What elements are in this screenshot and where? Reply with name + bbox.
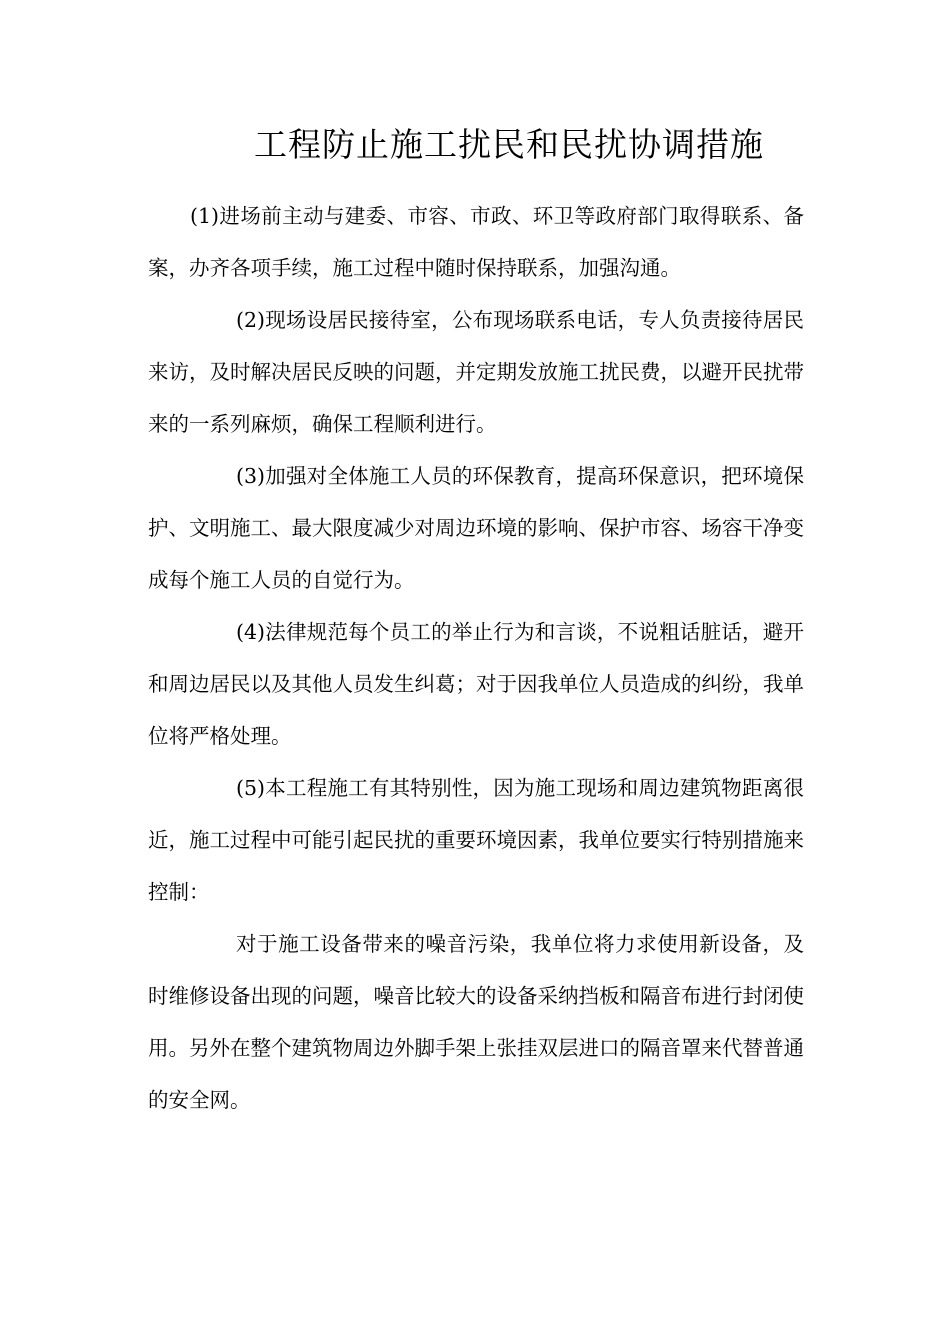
paragraph-1: (1)进场前主动与建委、市容、市政、环卫等政府部门取得联系、备案，办齐各项手续，施工过程中随时保持联系，加强沟通。: [148, 204, 804, 280]
paragraph-2: (2)现场设居民接待室，公布现场联系电话，专人负责接待居民来访，及时解决居民反映的问题，并定期发放施工扰民费，以避开民扰带来的一系列麻烦，确保工程顺利进行。: [148, 308, 804, 436]
paragraph-3: (3)加强对全体施工人员的环保教育，提高环保意识，把环境保护、文明施工、最大限度减少对周边环境的影响、保护市容、场容干净变成每个施工人员的自觉行为。: [148, 464, 804, 592]
paragraph-5: (5)本工程施工有其特别性，因为施工现场和周边建筑物距离很近，施工过程中可能引起民扰的重要环境因素，我单位要实行特别措施来控制：: [148, 776, 804, 904]
document-body: [148, 190, 804, 1126]
document-title: 工程防止施工扰民和民扰协调措施: [254, 125, 764, 164]
paragraph-4: (4)法律规范每个员工的举止行为和言谈，不说粗话脏话，避开和周边居民以及其他人员发生纠葛；对于因我单位人员造成的纠纷，我单位将严格处理。: [148, 620, 804, 748]
paragraph-6: 对于施工设备带来的噪音污染，我单位将力求使用新设备，及时维修设备出现的问题，噪音比较大的设备采纳挡板和隔音布进行封闭使用。另外在整个建筑物周边外脚手架上张挂双层进口的隔音罩来代替普通的安全网。: [148, 932, 804, 1112]
